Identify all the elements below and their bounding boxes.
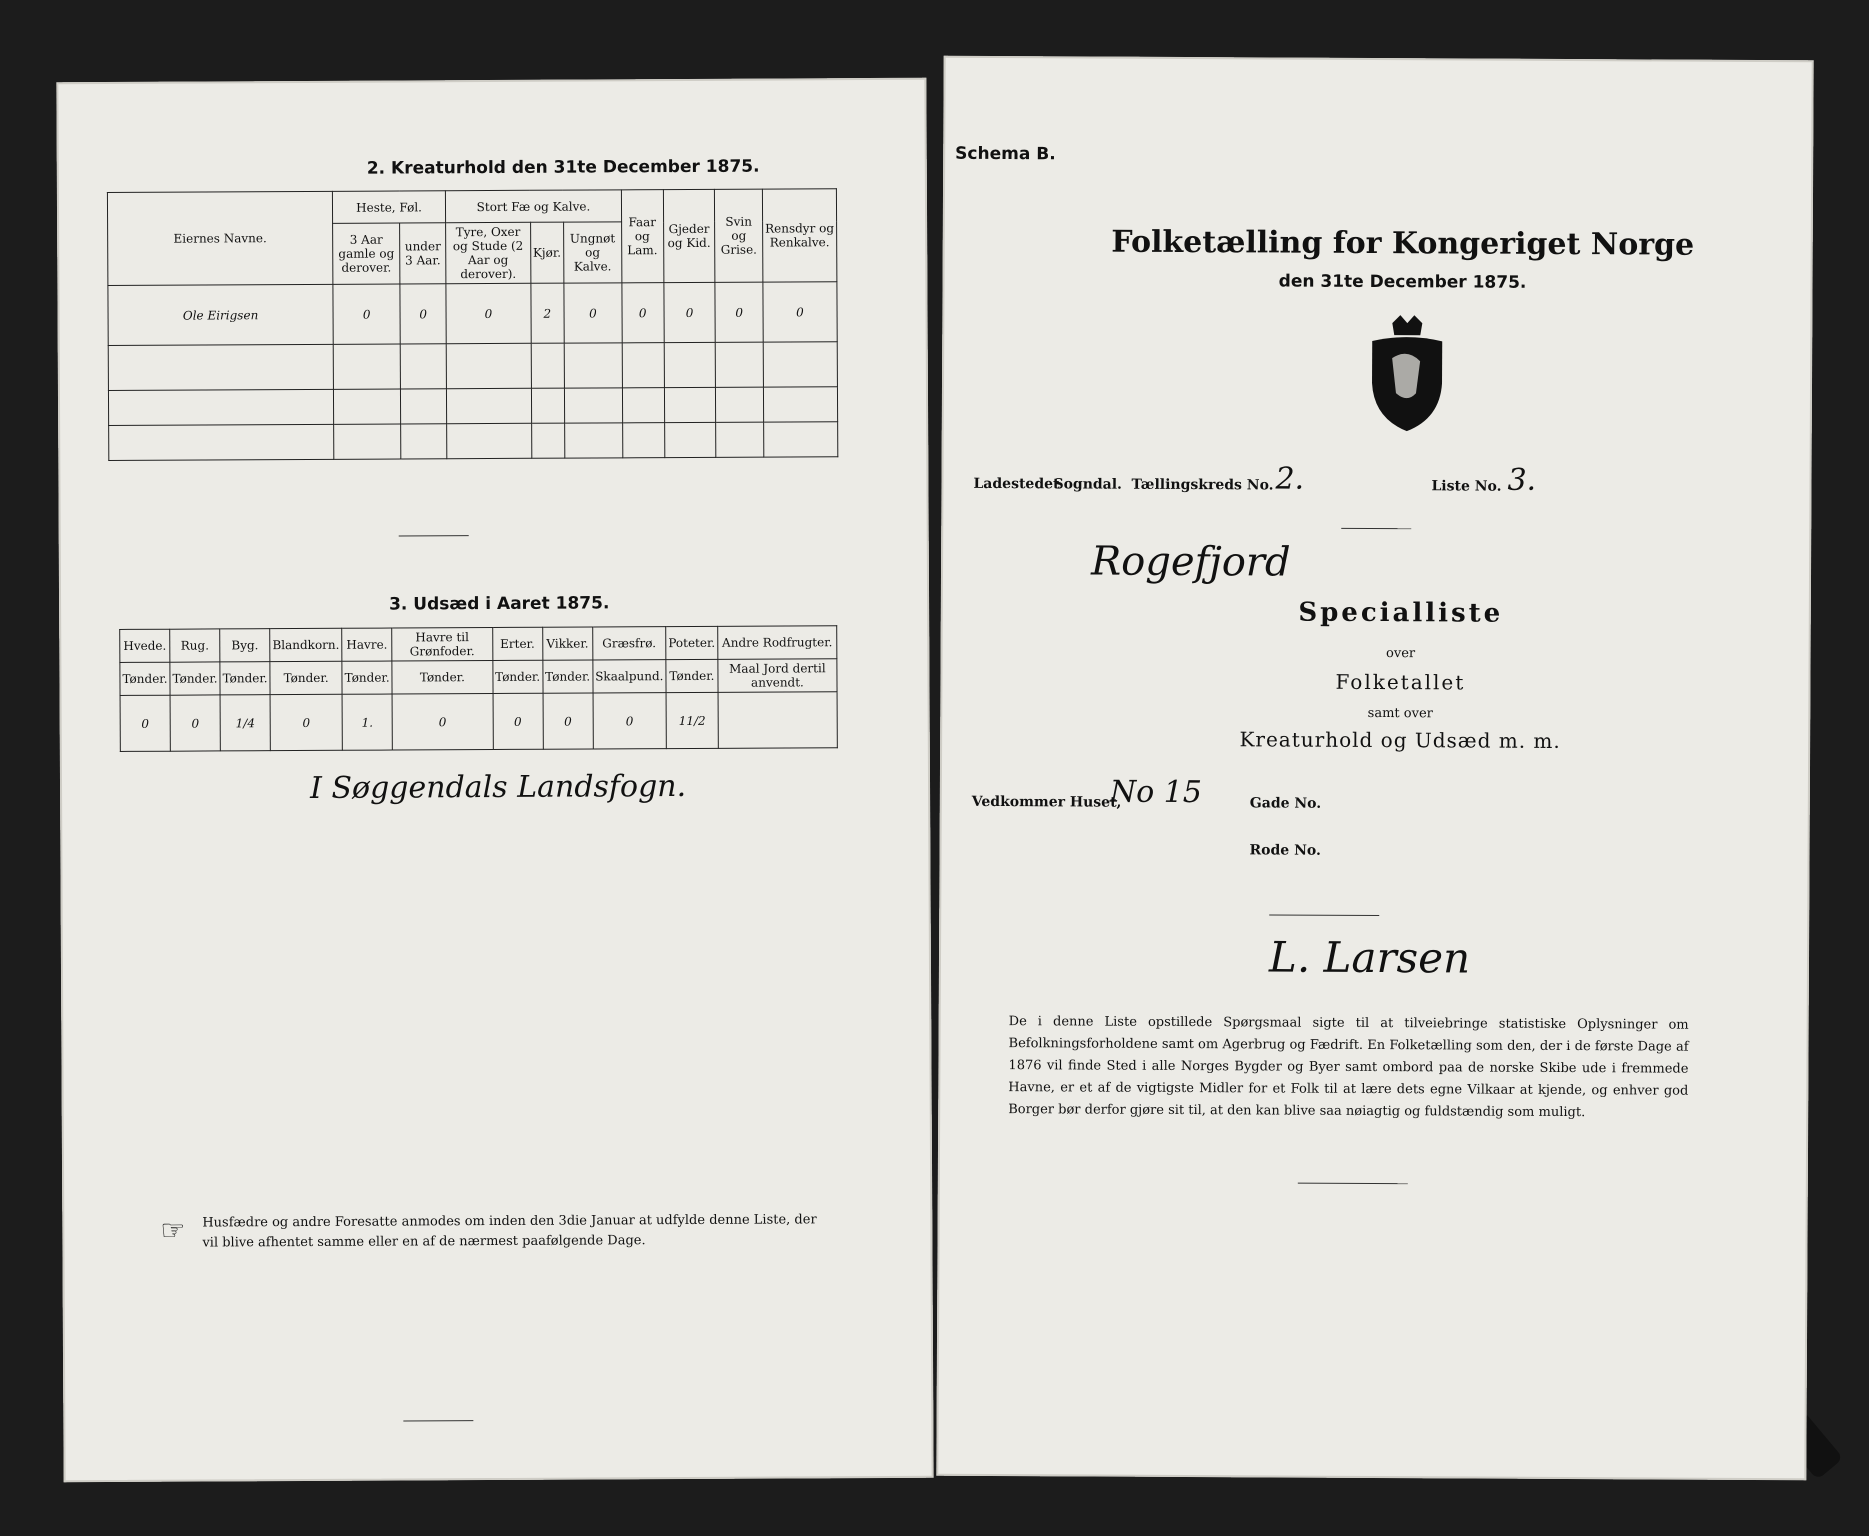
over-text: over	[1386, 646, 1416, 662]
livestock-value: 0	[333, 284, 400, 344]
divider	[1298, 1183, 1408, 1185]
table-row	[108, 387, 837, 426]
seed-header: Poteter.	[666, 626, 718, 659]
livestock-value: 2	[531, 283, 564, 343]
seed-unit: Tønder.	[543, 660, 593, 693]
seed-unit: Tønder.	[120, 662, 170, 695]
seed-value: 1/4	[220, 695, 270, 751]
signature: L. Larsen	[1268, 932, 1471, 983]
folketallet-text: Folketallet	[1335, 669, 1466, 695]
seed-value	[718, 692, 837, 749]
cows-header: Kjør.	[530, 222, 563, 283]
divider	[399, 535, 469, 536]
horses-young-header: under 3 Aar.	[400, 223, 446, 284]
vedkommer-label: Vedkommer Huset,	[971, 793, 1122, 811]
seed-value: 1.	[342, 694, 392, 750]
table-row	[108, 342, 837, 391]
right-page	[936, 56, 1813, 1481]
seed-value: 0	[170, 695, 220, 751]
owner-header: Eiernes Navne.	[107, 191, 332, 285]
liste-value: 3.	[1507, 462, 1537, 498]
sheep-header: Faar og Lam.	[621, 190, 663, 283]
seed-value: 11/2	[666, 692, 718, 748]
seed-header: Hvede.	[120, 629, 170, 662]
section2-title: 2. Kreaturhold den 31te December 1875.	[366, 156, 760, 179]
divider	[1269, 914, 1379, 916]
seed-header: Havre.	[342, 628, 392, 661]
calves-header: Ungnøt og Kalve.	[563, 222, 621, 283]
seed-header: Vikker.	[542, 627, 592, 660]
ladestedet-label: Ladestedet	[973, 475, 1060, 493]
seed-unit: Tønder.	[220, 662, 270, 695]
seed-header: Havre til Grønfoder.	[392, 628, 493, 662]
seed-value: 0	[120, 695, 170, 751]
ladestedet-value: Sogndal.	[1053, 476, 1122, 493]
seed-unit: Skaalpund.	[593, 660, 666, 693]
livestock-value: 0	[400, 284, 446, 344]
reindeer-header: Rensdyr og Renkalve.	[762, 189, 837, 282]
seed-header: Græsfrø.	[592, 627, 665, 660]
seed-value: 0	[392, 694, 493, 751]
seed-value: 0	[593, 693, 667, 749]
seed-header: Rug.	[170, 629, 220, 662]
left-page	[56, 78, 933, 1483]
seed-unit: Tønder.	[270, 661, 342, 694]
table-row	[120, 692, 837, 752]
cattle-header: Stort Fæ og Kalve.	[446, 190, 622, 223]
table-row	[108, 282, 837, 346]
livestock-table	[107, 188, 838, 461]
seed-header: Byg.	[220, 629, 270, 662]
livestock-value: 0	[715, 282, 763, 342]
schema-label: Schema B.	[955, 143, 1056, 165]
livestock-value: 0	[663, 282, 715, 342]
specialliste-title: Specialliste	[1298, 597, 1504, 629]
livestock-value: 0	[564, 283, 622, 343]
livestock-value: 0	[622, 283, 664, 343]
seed-header: Andre Rodfrugter.	[718, 626, 837, 660]
pigs-header: Svin og Grise.	[715, 189, 763, 282]
vedkommer-value: No 15	[1109, 774, 1202, 811]
kreds-value: 2.	[1275, 461, 1305, 497]
seed-unit: Tønder.	[392, 661, 493, 695]
section3-title: 3. Udsæd i Aaret 1875.	[389, 593, 610, 615]
place-handwritten: Rogefjord	[1090, 538, 1291, 586]
seed-unit: Tønder.	[666, 659, 718, 692]
samt-over-text: samt over	[1367, 705, 1433, 722]
main-title: Folketælling for Kongeriget Norge	[1111, 224, 1695, 263]
bulls-header: Tyre, Oxer og Stude (2 Aar og derover).	[446, 222, 531, 283]
coat-of-arms-icon	[1362, 313, 1453, 433]
divider	[403, 1420, 473, 1421]
horses-old-header: 3 Aar gamle og derover.	[333, 223, 400, 284]
notice-text: Husfædre og andre Foresatte anmodes om inden den 3die Januar at udfylde denne Liste, der vil blive afhentet samme eller en af de nærmest paafølgende Dage.	[202, 1212, 817, 1251]
seed-header: Blandkorn.	[270, 628, 342, 661]
seed-unit: Tønder.	[342, 661, 392, 694]
seed-value: 0	[493, 693, 543, 749]
seed-value: 0	[543, 693, 593, 749]
date-subtitle: den 31te December 1875.	[1278, 271, 1527, 293]
seed-header: Erter.	[492, 627, 542, 660]
divider	[1341, 528, 1411, 529]
goats-header: Gjeder og Kid.	[663, 189, 715, 282]
seed-value: 0	[270, 694, 342, 750]
liste-label: Liste No.	[1431, 478, 1502, 495]
footer-text: De i denne Liste opstillede Spørgsmaal sigte til at tilveiebringe statistiske Oplysninger om Befolkningsforholdene samt om Agerbrug og Fædrift. En Folketælling som den, der i de første Dage af 1876 vil finde Sted i alle Norges Bygder og Byer samt ombord paa de norske Skibe ude i fremmede Havne, er et af de vigtigste Midler for et Folk til at lære dets egne Vilkaar at kjende, og enhver god Borger bør derfor gjøre sit til, at den kan blive saa nøiagtig og fuldstændig som muligt.	[1008, 1014, 1689, 1121]
seed-table	[119, 625, 838, 752]
table-row	[109, 422, 838, 461]
rode-label: Rode No.	[1249, 842, 1321, 859]
seed-unit: Maal Jord dertil anvendt.	[718, 659, 837, 693]
kreaturhold-text: Kreaturhold og Udsæd m. m.	[1239, 727, 1561, 753]
seed-unit: Tønder.	[170, 662, 220, 695]
gade-label: Gade No.	[1249, 795, 1322, 812]
kreds-label: Tællingskreds No.	[1131, 476, 1274, 494]
pointing-hand-icon: ☞	[160, 1213, 186, 1247]
handwritten-note: I Søggendals Landsfogn.	[309, 768, 687, 806]
livestock-value: 0	[763, 282, 837, 342]
horses-header: Heste, Føl.	[332, 191, 445, 224]
seed-unit: Tønder.	[493, 660, 543, 693]
livestock-value: 0	[446, 283, 531, 343]
owner-name: Ole Eirigsen	[108, 284, 333, 345]
